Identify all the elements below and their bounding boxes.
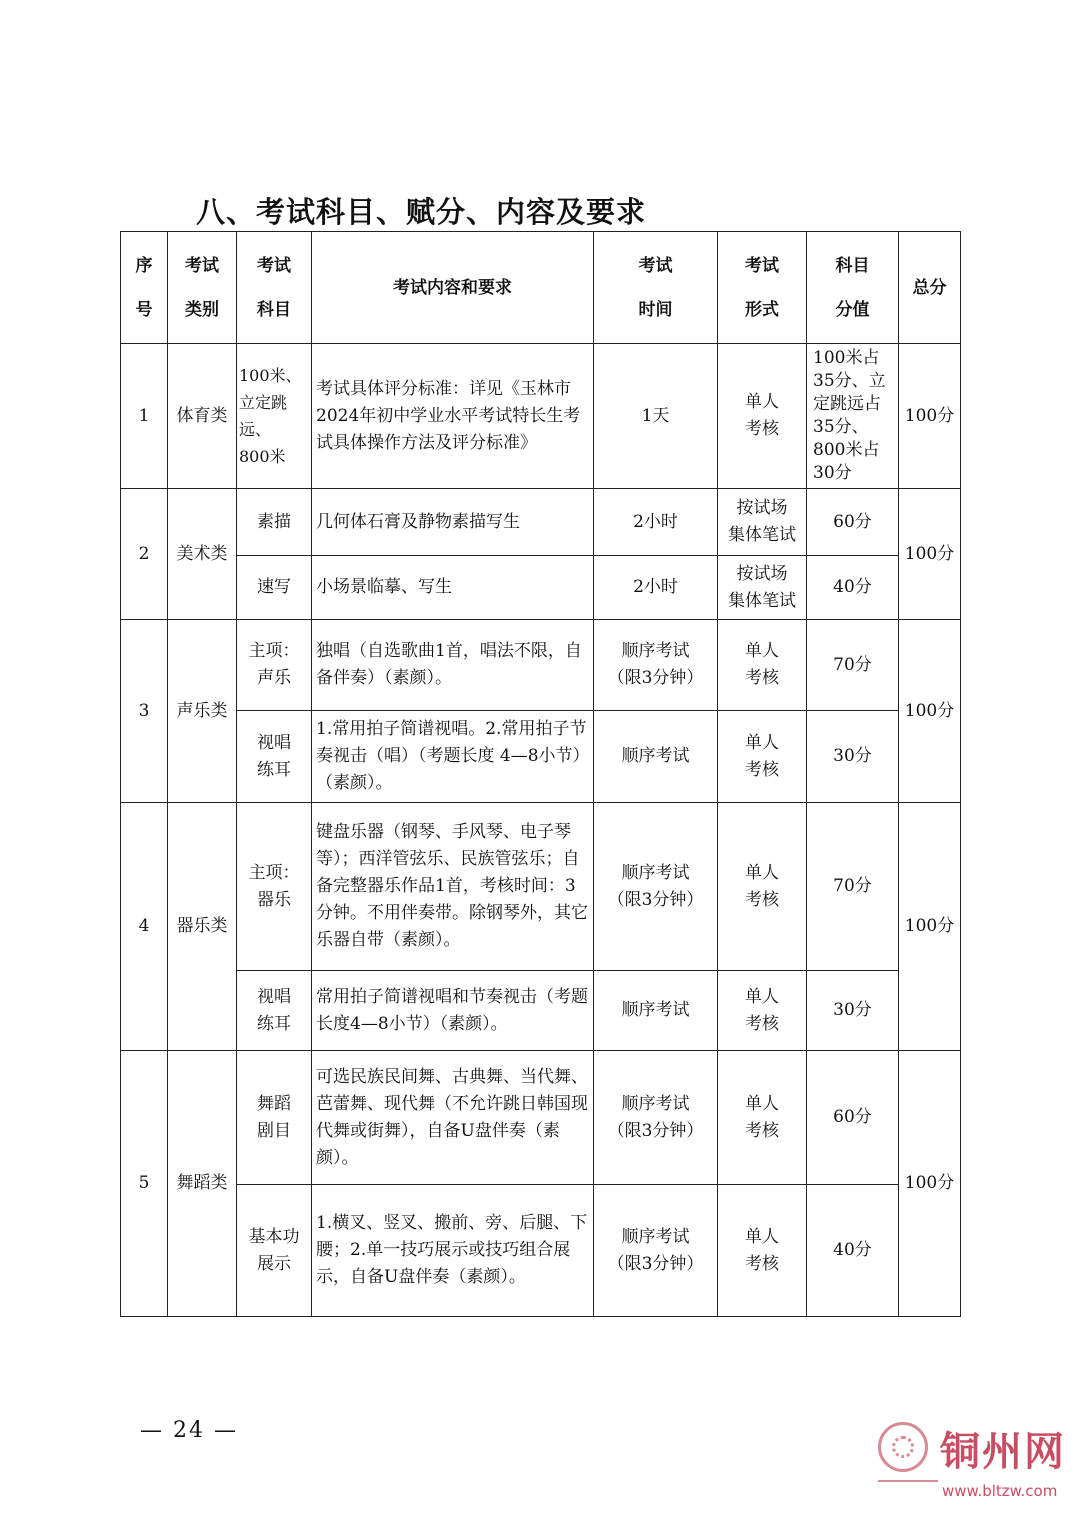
table-row	[121, 1185, 961, 1317]
category-cell: 器乐类	[168, 803, 237, 1051]
header-subject: 考试 科目	[237, 232, 312, 344]
content-cell: 几何体石膏及静物素描写生	[312, 489, 594, 556]
header-content: 考试内容和要求	[312, 232, 594, 344]
subject-cell: 舞蹈 剧目	[237, 1051, 312, 1185]
category-cell: 体育类	[168, 344, 237, 489]
format-cell: 单人 考核	[718, 620, 807, 711]
watermark-text: 铜州网	[940, 1429, 1066, 1475]
score-cell: 60分	[807, 1051, 899, 1185]
score-cell: 70分	[807, 803, 899, 971]
subject-cell: 主项： 声乐	[237, 620, 312, 711]
score-cell: 40分	[807, 1185, 899, 1317]
content-cell: 可选民族民间舞、古典舞、当代舞、芭蕾舞、现代舞（不允许跳日韩国现代舞或街舞），自备U盘伴奏（素颜）。	[312, 1051, 594, 1185]
total-cell: 100分	[899, 489, 961, 620]
subject-cell: 视唱 练耳	[237, 711, 312, 803]
table-row	[121, 803, 961, 971]
table-row	[121, 556, 961, 620]
content-cell: 考试具体评分标准：详见《玉林市2024年初中学业水平考试特长生考试具体操作方法及评分标准》	[312, 344, 594, 489]
content-cell: 1.常用拍子简谱视唱。2.常用拍子节奏视击（唱）（考题长度 4—8小节）（素颜）。	[312, 711, 594, 803]
watermark-url: www.bltzw.com	[942, 1482, 1058, 1500]
time-cell: 顺序考试 （限3分钟）	[594, 1185, 718, 1317]
format-cell: 按试场 集体笔试	[718, 556, 807, 620]
category-cell: 舞蹈类	[168, 1051, 237, 1317]
category-cell: 声乐类	[168, 620, 237, 803]
format-cell: 按试场 集体笔试	[718, 489, 807, 556]
time-cell: 2小时	[594, 556, 718, 620]
table-row	[121, 1051, 961, 1185]
exam-table	[120, 231, 961, 1317]
category-cell: 美术类	[168, 489, 237, 620]
format-cell: 单人 考核	[718, 1051, 807, 1185]
section-title: 八、考试科目、赋分、内容及要求	[196, 195, 647, 229]
content-cell: 独唱（自选歌曲1首，唱法不限，自备伴奏）（素颜）。	[312, 620, 594, 711]
format-cell: 单人 考核	[718, 803, 807, 971]
row-number: 5	[121, 1051, 168, 1317]
header-category: 考试 类别	[168, 232, 237, 344]
site-watermark	[878, 1420, 1068, 1512]
subject-cell: 素描	[237, 489, 312, 556]
score-cell: 40分	[807, 556, 899, 620]
table-row	[121, 711, 961, 803]
subject-cell: 基本功 展示	[237, 1185, 312, 1317]
table-row	[121, 489, 961, 556]
table-row	[121, 620, 961, 711]
table-row	[121, 971, 961, 1051]
watermark-rule	[878, 1480, 938, 1482]
time-cell: 顺序考试 （限3分钟）	[594, 803, 718, 971]
time-cell: 顺序考试	[594, 711, 718, 803]
seal-icon	[878, 1422, 928, 1472]
content-cell: 小场景临摹、写生	[312, 556, 594, 620]
header-score: 科目 分值	[807, 232, 899, 344]
format-cell: 单人 考核	[718, 1185, 807, 1317]
format-cell: 单人 考核	[718, 711, 807, 803]
row-number: 3	[121, 620, 168, 803]
total-cell: 100分	[899, 803, 961, 1051]
format-cell: 单人 考核	[718, 971, 807, 1051]
header-no: 序 号	[121, 232, 168, 344]
score-cell: 60分	[807, 489, 899, 556]
score-cell: 70分	[807, 620, 899, 711]
header-time: 考试 时间	[594, 232, 718, 344]
score-cell: 100米占35分、立定跳远占35分、800米占30分	[807, 344, 899, 489]
subject-cell: 视唱 练耳	[237, 971, 312, 1051]
page-number: — 24 —	[140, 1418, 238, 1443]
row-number: 4	[121, 803, 168, 1051]
content-cell: 键盘乐器（钢琴、手风琴、电子琴等）；西洋管弦乐、民族管弦乐；自备完整器乐作品1首，考核时间：3分钟。不用伴奏带。除钢琴外，其它乐器自带（素颜）。	[312, 803, 594, 971]
time-cell: 顺序考试 （限3分钟）	[594, 1051, 718, 1185]
score-cell: 30分	[807, 711, 899, 803]
header-row	[121, 232, 961, 344]
total-cell: 100分	[899, 1051, 961, 1317]
time-cell: 2小时	[594, 489, 718, 556]
row-number: 1	[121, 344, 168, 489]
subject-cell: 主项： 器乐	[237, 803, 312, 971]
header-format: 考试 形式	[718, 232, 807, 344]
header-total: 总分	[899, 232, 961, 344]
row-number: 2	[121, 489, 168, 620]
total-cell: 100分	[899, 620, 961, 803]
subject-cell: 速写	[237, 556, 312, 620]
content-cell: 1.横叉、竖叉、搬前、旁、后腿、下腰；2.单一技巧展示或技巧组合展示，自备U盘伴奏（素颜）。	[312, 1185, 594, 1317]
time-cell: 1天	[594, 344, 718, 489]
subject-cell: 100米、 立定跳远、 800米	[237, 344, 312, 489]
format-cell: 单人 考核	[718, 344, 807, 489]
total-cell: 100分	[899, 344, 961, 489]
time-cell: 顺序考试	[594, 971, 718, 1051]
score-cell: 30分	[807, 971, 899, 1051]
table-row	[121, 344, 961, 489]
time-cell: 顺序考试 （限3分钟）	[594, 620, 718, 711]
content-cell: 常用拍子简谱视唱和节奏视击（考题长度4—8小节）（素颜）。	[312, 971, 594, 1051]
